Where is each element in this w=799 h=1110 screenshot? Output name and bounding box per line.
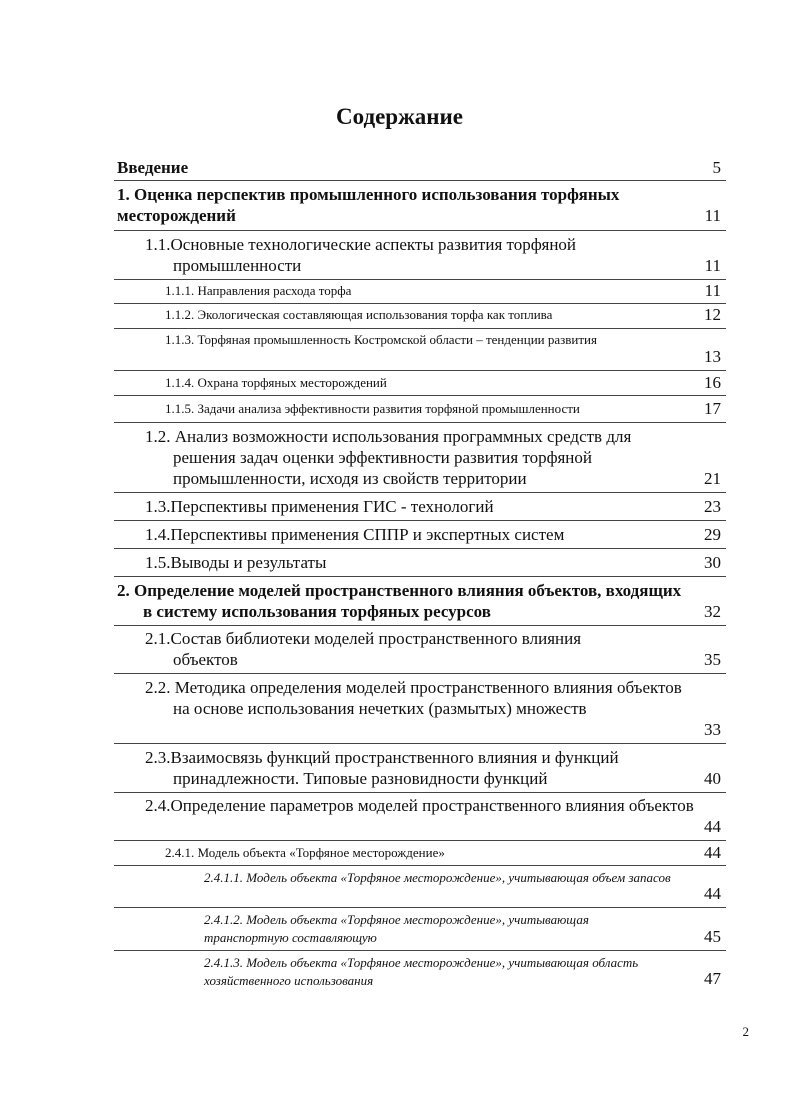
toc-entry-page: 23: [704, 497, 721, 516]
toc-entry-text: Введение: [117, 158, 189, 177]
toc-entry-page: 33: [704, 720, 721, 739]
toc-entry-page: 11: [704, 256, 721, 275]
toc-entry-page: 45: [704, 927, 721, 946]
page-number: 2: [742, 1024, 749, 1039]
toc-entry-text: 2.2. Методика определения моделей пространственного влияния объектов на основе использования нечетких (размытых) множеств: [145, 678, 682, 718]
toc-entry-page: 47: [704, 969, 721, 988]
toc-entry-page: 13: [704, 347, 721, 366]
page-title: Содержание: [336, 104, 463, 129]
divider: [114, 840, 726, 841]
divider: [114, 492, 726, 493]
divider: [114, 370, 726, 371]
divider: [114, 548, 726, 549]
toc-entry-text: 2.4.Определение параметров моделей пространственного влияния объектов: [145, 796, 694, 815]
toc-entry-page: 32: [704, 602, 721, 621]
toc-entry-page: 35: [704, 650, 721, 669]
divider: [114, 328, 726, 329]
divider: [114, 520, 726, 521]
toc-entry-text: 2.4.1.1. Модель объекта «Торфяное месторождение», учитывающая объем запасов: [204, 870, 671, 885]
toc-entry-page: 30: [704, 553, 721, 572]
divider: [114, 279, 726, 280]
toc-entry-text: 2.4.1. Модель объекта «Торфяное месторождение»: [165, 845, 445, 860]
divider: [114, 180, 726, 181]
toc-entry-page: 29: [704, 525, 721, 544]
divider: [114, 576, 726, 577]
toc-entry-text: 1.5.Выводы и результаты: [145, 553, 327, 572]
toc-entry-page: 44: [704, 817, 721, 836]
toc-entry-text: 1.1.1. Направления расхода торфа: [165, 283, 352, 298]
toc-entry-text: 1. Оценка перспектив промышленного использования торфяных месторождений: [117, 185, 620, 225]
toc-entry-text: 1.1.3. Торфяная промышленность Костромской области – тенденции развития: [165, 332, 597, 347]
toc-entry-text: 1.1.4. Охрана торфяных месторождений: [165, 375, 387, 390]
toc-entry-page: 40: [704, 769, 721, 788]
divider: [114, 673, 726, 674]
toc-entry-page: 17: [704, 399, 721, 418]
toc-entry-text: 1.3.Перспективы применения ГИС - технологий: [145, 497, 494, 516]
divider: [114, 303, 726, 304]
divider: [114, 422, 726, 423]
toc-entry-text: 2.3.Взаимосвязь функций пространственного влияния и функций принадлежности. Типовые разновидности функций: [145, 748, 619, 788]
divider: [114, 907, 726, 908]
toc-entry-text: 2. Определение моделей пространственного влияния объектов, входящих в систему использования торфяных ресурсов: [117, 581, 682, 621]
divider: [114, 230, 726, 231]
toc-entry-page: 16: [704, 373, 721, 392]
toc-entry-page: 44: [704, 843, 721, 862]
toc-entry-page: 12: [704, 305, 721, 324]
toc-entry-text: 1.1.2. Экологическая составляющая использования торфа как топлива: [165, 307, 553, 322]
toc-entry-text: 1.1.Основные технологические аспекты развития торфяной промышленности: [145, 235, 577, 275]
toc-entry-page: 11: [704, 206, 721, 225]
divider: [114, 743, 726, 744]
toc-entry-page: 44: [704, 884, 721, 903]
toc-entry-text: 2.4.1.2. Модель объекта «Торфяное месторождение», учитывающая транспортную составляющую: [204, 912, 589, 945]
toc-entry-text: 2.4.1.3. Модель объекта «Торфяное месторождение», учитывающая область хозяйственного использования: [204, 955, 639, 988]
divider: [114, 625, 726, 626]
toc-entry-text: 1.2. Анализ возможности использования программных средств для решения задач оценки эффективности развития торфяной промышленности, исходя из свойств территории: [145, 427, 632, 488]
toc-entry-page: 11: [704, 281, 721, 300]
toc-entry-text: 2.1.Состав библиотеки моделей пространственного влияния объектов: [145, 629, 582, 669]
toc-entry-text: 1.4.Перспективы применения СППР и экспертных систем: [145, 525, 565, 544]
toc-entry-page: 21: [704, 469, 721, 488]
toc-entry-text: 1.1.5. Задачи анализа эффективности развития торфяной промышленности: [165, 401, 580, 416]
divider: [114, 792, 726, 793]
divider: [114, 395, 726, 396]
divider: [114, 950, 726, 951]
divider: [114, 865, 726, 866]
toc-entry-page: 5: [712, 158, 721, 177]
